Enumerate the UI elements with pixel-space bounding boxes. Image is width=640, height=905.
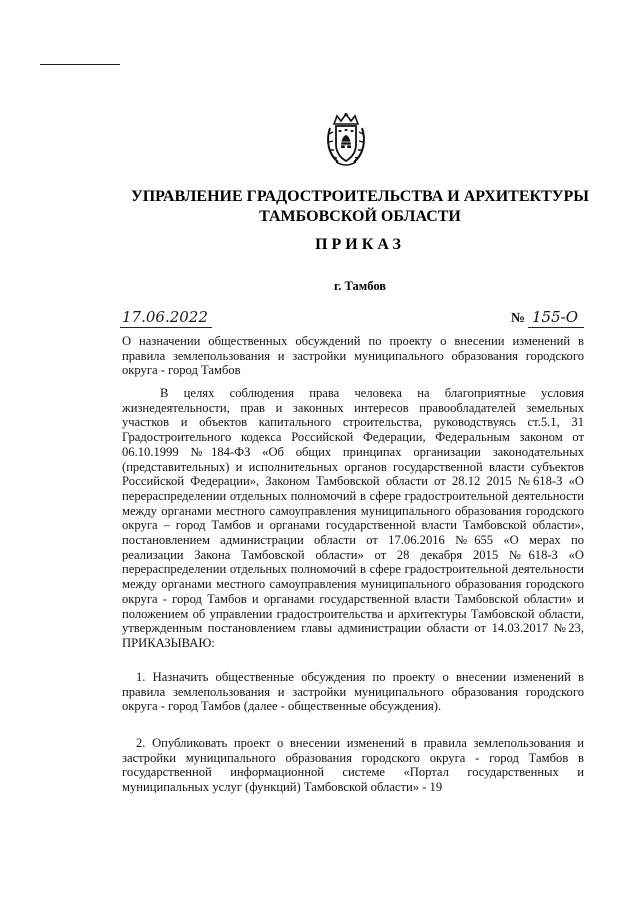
organization-name xyxy=(80,187,640,227)
order-item-1: 1. Назначить общественные обсуждения по проекту о внесении изменений в правила землепользования и застройки муниципального образования городского округа - город Тамбов (далее - общественные обсуждения). xyxy=(122,670,584,714)
organization-line-2: ТАМБОВСКОЙ ОБЛАСТИ xyxy=(259,208,461,225)
coat-of-arms-icon xyxy=(324,112,368,168)
handwritten-number: 155-О xyxy=(528,308,584,328)
order-item-2: 2. Опубликовать проект о внесении изменений в правила землепользования и застройки муниципального образования городского округа - город Тамбов в государственной информационной системе «Портал государственных и муниципальных услуг (функций) Тамбовской области» - 19 xyxy=(122,736,584,795)
organization-line-1: УПРАВЛЕНИЕ ГРАДОСТРОИТЕЛЬСТВА И АРХИТЕКТУРЫ xyxy=(130,188,590,205)
tambov-emblem-graphic xyxy=(324,112,368,168)
document-number xyxy=(511,308,584,327)
top-margin-rule xyxy=(40,64,120,65)
city-name: г. Тамбов xyxy=(333,279,387,293)
date-number-row xyxy=(120,308,584,332)
order-subject: О назначении общественных обсуждений по проекту о внесении изменений в правила землепользования и застройки муниципального образования городского округа - город Тамбов xyxy=(122,334,584,378)
number-label: № xyxy=(510,311,525,326)
document-type-title: ПРИКАЗ xyxy=(315,236,405,253)
handwritten-date: 17.06.2022 xyxy=(120,308,212,328)
preamble-paragraph: В целях соблюдения права человека на благоприятные условия жизнедеятельности, прав и законных интересов правообладателей земельных участков и объектов капитального строительства, руководствуясь ст.5.1, 31 Градостроительного кодекса Российской Федерации, Федеральным законом от 06.10.1999 №184-ФЗ «Об общих принципах организации законодательных (представительных) и исполнительных органов государственной власти субъектов Российской Федерации», Законом Тамбовской области от 28.12 2015 №618-З «О перераспределении отдельных полномочий в сфере градостроительной деятельности между органами местного самоуправления муниципального образования городского округа – город Тамбов и органами государственной власти Тамбовской области», постановлением администрации области от 17.06.2016 №655 «О мерах по реализации Закона Тамбовской области» от 28 декабря 2015 №618-З «О перераспределении отдельных полномочий в сфере градостроительной деятельности между органами местного самоуправления муниципального образования городского округа - город Тамбов и органами государственной власти Тамбовской области» и положением об управлении градостроительства и архитектуры Тамбовской области, утвержденным постановлением главы администрации области от 14.03.2017 №23, ПРИКАЗЫВАЮ: xyxy=(122,386,584,650)
